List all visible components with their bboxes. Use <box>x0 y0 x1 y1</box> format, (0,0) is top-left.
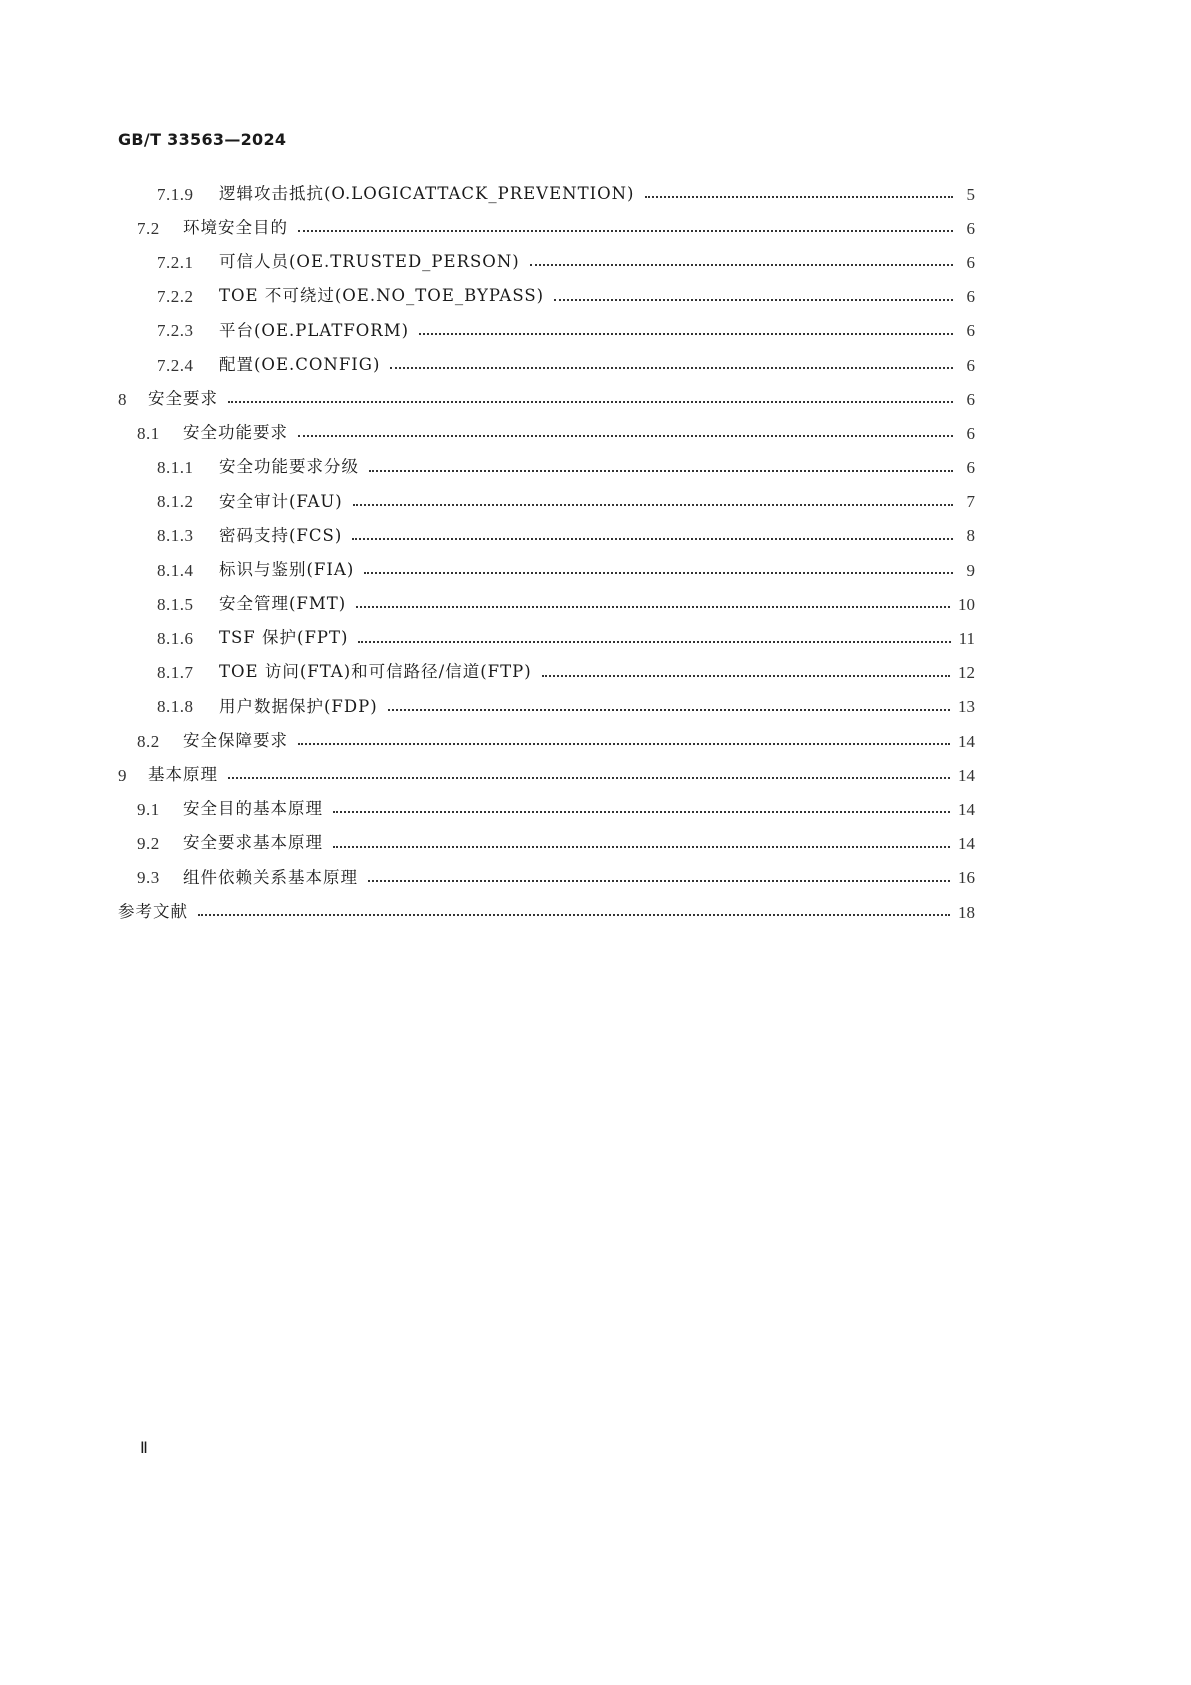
toc-entry-title: 安全目的基本原理 <box>183 799 323 819</box>
toc-entry[interactable] <box>0 553 1103 587</box>
toc-entry-number: 8.1.2 <box>157 492 194 512</box>
dot-leader <box>356 606 950 608</box>
toc-entry-number: 7.2.2 <box>157 287 194 307</box>
toc-entry-page: 6 <box>966 321 975 341</box>
dot-leader <box>419 333 953 335</box>
toc-entry-title: 环境安全目的 <box>183 218 288 238</box>
toc-entry-page: 12 <box>958 663 975 683</box>
toc-entry-title: 可信人员(OE.TRUSTED_PERSON) <box>219 252 520 272</box>
dot-leader <box>530 264 953 266</box>
page-number: Ⅱ <box>140 1440 148 1457</box>
toc-entry-number: 8.1.8 <box>157 697 194 717</box>
dot-leader <box>198 914 950 916</box>
toc-entry[interactable] <box>0 177 1103 211</box>
toc-entry-title: 标识与鉴别(FIA) <box>219 559 355 579</box>
table-of-contents <box>0 177 1103 929</box>
toc-entry-number: 7.2.1 <box>157 252 194 272</box>
toc-entry-page: 14 <box>958 731 975 751</box>
toc-entry[interactable] <box>0 792 1103 826</box>
toc-entry-page: 5 <box>966 184 975 204</box>
toc-entry-number: 7.2 <box>137 218 160 238</box>
toc-entry-page: 6 <box>966 218 975 238</box>
toc-entry-number: 7.1.9 <box>157 184 194 204</box>
toc-entry-page: 8 <box>966 526 975 546</box>
dot-leader <box>364 572 953 574</box>
toc-entry[interactable] <box>0 485 1103 519</box>
toc-entry-number: 7.2.4 <box>157 355 194 375</box>
toc-entry-title: TOE 访问(FTA)和可信路径/信道(FTP) <box>219 662 532 682</box>
toc-entry-page: 18 <box>958 902 975 922</box>
toc-entry-number: 8.1.1 <box>157 458 194 478</box>
toc-entry[interactable] <box>0 382 1103 416</box>
toc-entry-page: 9 <box>966 560 975 580</box>
toc-entry-page: 16 <box>958 868 975 888</box>
dot-leader <box>298 230 953 232</box>
toc-entry-title: 组件依赖关系基本原理 <box>183 867 358 887</box>
dot-leader <box>542 675 950 677</box>
toc-entry-title: 安全管理(FMT) <box>219 594 347 614</box>
dot-leader <box>390 367 953 369</box>
toc-entry-title: 逻辑攻击抵抗(O.LOGICATTACK_PREVENTION) <box>219 183 635 203</box>
toc-entry-number: 8 <box>118 389 127 409</box>
dot-leader <box>333 846 950 848</box>
dot-leader <box>353 504 953 506</box>
document-code: GB/T 33563—2024 <box>118 130 287 149</box>
toc-entry-number: 9 <box>118 765 127 785</box>
toc-entry-number: 7.2.3 <box>157 321 194 341</box>
toc-entry[interactable] <box>0 314 1103 348</box>
toc-entry[interactable] <box>0 895 1103 929</box>
toc-entry-page: 14 <box>958 834 975 854</box>
toc-entry-title: 安全要求 <box>148 388 218 408</box>
toc-entry[interactable] <box>0 451 1103 485</box>
dot-leader <box>369 470 953 472</box>
toc-entry-title: TSF 保护(FPT) <box>219 628 349 648</box>
toc-entry-title: 基本原理 <box>148 765 218 785</box>
toc-entry[interactable] <box>0 621 1103 655</box>
toc-entry-page: 6 <box>966 423 975 443</box>
toc-entry[interactable] <box>0 690 1103 724</box>
toc-entry-page: 6 <box>966 458 975 478</box>
toc-entry-title: 参考文献 <box>118 901 188 921</box>
dot-leader <box>388 709 950 711</box>
toc-entry-number: 9.2 <box>137 834 160 854</box>
dot-leader <box>298 435 953 437</box>
toc-entry-page: 10 <box>958 594 975 614</box>
toc-entry[interactable] <box>0 416 1103 450</box>
dot-leader <box>645 196 954 198</box>
toc-entry-number: 8.1 <box>137 423 160 443</box>
toc-entry-number: 9.1 <box>137 799 160 819</box>
toc-entry-title: 配置(OE.CONFIG) <box>219 354 381 374</box>
toc-entry-page: 7 <box>966 492 975 512</box>
toc-entry[interactable] <box>0 724 1103 758</box>
dot-leader <box>298 743 950 745</box>
toc-entry-number: 8.1.6 <box>157 629 194 649</box>
toc-entry-title: 用户数据保护(FDP) <box>219 696 378 716</box>
toc-entry-number: 8.1.4 <box>157 560 194 580</box>
toc-entry[interactable] <box>0 758 1103 792</box>
toc-entry-title: 安全保障要求 <box>183 730 288 750</box>
toc-entry-number: 8.1.3 <box>157 526 194 546</box>
toc-entry-page: 6 <box>966 252 975 272</box>
toc-entry-title: 安全审计(FAU) <box>219 491 343 511</box>
toc-entry-title: 密码支持(FCS) <box>219 525 343 545</box>
toc-entry-page: 14 <box>958 799 975 819</box>
toc-entry[interactable] <box>0 587 1103 621</box>
toc-entry-number: 9.3 <box>137 868 160 888</box>
dot-leader <box>228 401 953 403</box>
toc-entry-page: 13 <box>958 697 975 717</box>
toc-entry[interactable] <box>0 348 1103 382</box>
toc-entry-title: TOE 不可绕过(OE.NO_TOE_BYPASS) <box>219 286 545 306</box>
toc-entry-page: 6 <box>966 355 975 375</box>
toc-entry[interactable] <box>0 245 1103 279</box>
toc-entry[interactable] <box>0 211 1103 245</box>
toc-entry[interactable] <box>0 280 1103 314</box>
toc-entry-page: 11 <box>958 629 975 649</box>
dot-leader <box>352 538 953 540</box>
toc-entry-title: 平台(OE.PLATFORM) <box>219 320 410 340</box>
dot-leader <box>368 880 950 882</box>
toc-entry-number: 8.1.7 <box>157 663 194 683</box>
toc-entry-page: 6 <box>966 287 975 307</box>
toc-entry[interactable] <box>0 861 1103 895</box>
toc-entry-number: 8.1.5 <box>157 594 194 614</box>
toc-entry-page: 6 <box>966 389 975 409</box>
toc-entry[interactable] <box>0 656 1103 690</box>
toc-entry[interactable] <box>0 827 1103 861</box>
dot-leader <box>333 811 950 813</box>
toc-entry[interactable] <box>0 519 1103 553</box>
toc-entry-page: 14 <box>958 765 975 785</box>
dot-leader <box>228 777 950 779</box>
toc-entry-title: 安全功能要求 <box>183 423 288 443</box>
toc-entry-number: 8.2 <box>137 731 160 751</box>
dot-leader <box>358 641 950 643</box>
dot-leader <box>554 299 953 301</box>
toc-entry-title: 安全要求基本原理 <box>183 833 323 853</box>
toc-entry-title: 安全功能要求分级 <box>219 457 359 477</box>
